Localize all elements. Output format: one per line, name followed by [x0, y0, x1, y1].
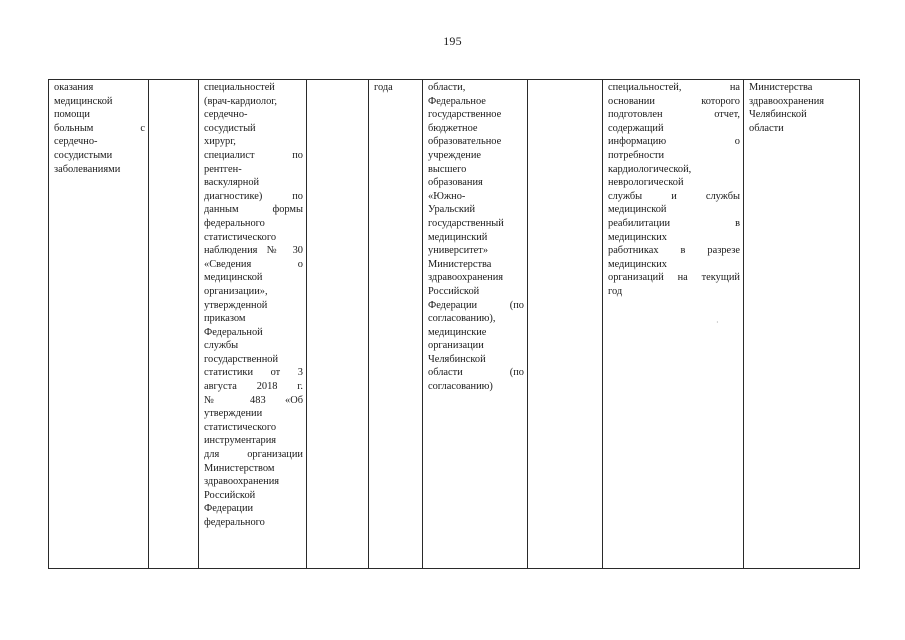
cell-text-line: медицинский	[428, 231, 488, 243]
cell-text-line: медицинской	[608, 204, 667, 216]
cell-text-line: университет»	[428, 245, 489, 257]
cell-text-line: года	[374, 82, 393, 93]
cell-text-line: высшего	[428, 163, 467, 175]
cell-text-line: учреждение	[428, 149, 482, 161]
cell-text-line: службы	[204, 340, 239, 352]
cell-text-line: Российской	[428, 285, 480, 297]
cell-text-line: области (по	[428, 367, 524, 379]
cell-text-line: помощи	[54, 109, 90, 121]
cell-text-line: (врач-кардиолог,	[204, 95, 277, 107]
cell-text-line: сердечно-	[204, 109, 248, 121]
cell-text-line: согласованию)	[428, 381, 493, 393]
cell-text-line: медицинской	[54, 95, 113, 107]
cell-col9	[744, 80, 860, 569]
cell-col3	[199, 80, 307, 569]
cell-text-line: для организации	[204, 449, 303, 461]
cell-text-line: работниках в разрезе	[608, 245, 740, 257]
cell-text-line: федерального	[204, 217, 265, 229]
cell-text-line: оказания	[54, 82, 94, 93]
cell-text-line: области,	[428, 82, 466, 93]
cell-text-line: медицинских	[608, 258, 667, 270]
cell-text-line: утверждении	[204, 408, 263, 420]
cell-text-line: государственной	[204, 353, 279, 365]
cell-text-line: данным формы	[204, 204, 303, 216]
cell-text-line: васкулярной	[204, 177, 260, 189]
cell-text-line: службы и службы	[608, 190, 740, 202]
cell-text-line: бюджетное	[428, 122, 478, 134]
cell-text-line: Федерации (по	[428, 299, 524, 311]
cell-text-line: потребности	[608, 149, 665, 161]
cell-text-line: специалист по	[204, 149, 303, 161]
scan-speck: ·	[716, 318, 719, 327]
cell-text-line: Федеральное	[428, 95, 486, 107]
cell-text-line: больным с	[54, 122, 145, 134]
cell-text-line: Уральский	[428, 204, 476, 216]
cell-col7	[528, 80, 603, 569]
cell-col5	[369, 80, 423, 569]
cell-text-line: хирург,	[204, 136, 236, 148]
cell-text-line: образовательное	[428, 136, 502, 148]
cell-text-line: государственное	[428, 109, 502, 121]
cell-text-line: статистического	[204, 231, 277, 243]
cell-text-line: утвержденной	[204, 299, 268, 311]
page-number: 195	[443, 34, 462, 48]
cell-text-line: медицинские	[428, 326, 487, 338]
cell-text-line: сосудистыми	[54, 149, 113, 161]
cell-text-line: медицинской	[204, 272, 263, 284]
cell-text-line: статистического	[204, 421, 277, 433]
cell-text-line: заболеваниями	[54, 163, 121, 175]
document-table	[48, 79, 860, 569]
cell-text-line: организаций на текущий	[608, 272, 740, 284]
cell-text-line: рентген-	[204, 163, 242, 175]
cell-text-line: августа 2018 г.	[204, 381, 303, 393]
cell-text-line: Челябинской	[749, 109, 807, 121]
cell-text-line: образования	[428, 177, 483, 189]
cell-text-line: Министерством	[204, 462, 275, 474]
cell-text-line: основании которого	[608, 95, 740, 107]
cell-text-line: диагностике) по	[204, 190, 303, 202]
cell-text-line: государственный	[428, 217, 504, 229]
cell-text-line: Челябинской	[428, 353, 486, 365]
cell-text-line: области	[749, 122, 784, 134]
cell-text-line: организации	[428, 340, 484, 352]
cell-text-line: подготовлен отчет,	[608, 109, 740, 121]
cell-text-line: согласованию),	[428, 313, 496, 325]
cell-text-line: год	[608, 285, 623, 297]
cell-text-line: специальностей, на	[608, 82, 740, 93]
cell-text-line: инструментария	[204, 435, 277, 447]
cell-text-line: медицинских	[608, 231, 667, 243]
cell-text-line: федерального	[204, 517, 265, 528]
cell-text-line: специальностей	[204, 82, 275, 93]
cell-text-line: Российской	[204, 489, 256, 501]
cell-text-line: сосудистый	[204, 122, 256, 134]
cell-text-line: кардиологической,	[608, 163, 692, 175]
cell-text-line: организации»,	[204, 285, 268, 297]
cell-text-line: здравоохранения	[428, 272, 504, 284]
cell-text-line: здравоохранения	[749, 95, 825, 107]
cell-text-line: содержащий	[608, 122, 664, 134]
cell-col8	[603, 80, 744, 569]
cell-text-line: приказом	[204, 313, 246, 325]
cell-col2	[149, 80, 199, 569]
cell-text-line: «Сведения о	[204, 258, 303, 270]
cell-text-line: реабилитации в	[608, 217, 740, 229]
cell-text-line: неврологической	[608, 177, 684, 189]
cell-col1	[49, 80, 149, 569]
cell-col4	[307, 80, 369, 569]
cell-text-line: информацию о	[608, 136, 740, 148]
cell-text-line: Министерства	[428, 258, 492, 270]
cell-text-line: «Южно-	[428, 190, 466, 202]
cell-text-line: сердечно-	[54, 136, 98, 148]
table-row	[49, 80, 860, 569]
cell-text-line: Министерства	[749, 82, 813, 93]
cell-col6	[423, 80, 528, 569]
cell-text-line: Федерации	[204, 503, 254, 515]
cell-text-line: наблюдения № 30	[204, 245, 303, 257]
cell-text-line: статистики от 3	[204, 367, 303, 379]
cell-text-line: № 483 «Об	[204, 394, 303, 406]
cell-text-line: Федеральной	[204, 326, 263, 338]
cell-text-line: здравоохранения	[204, 476, 280, 488]
